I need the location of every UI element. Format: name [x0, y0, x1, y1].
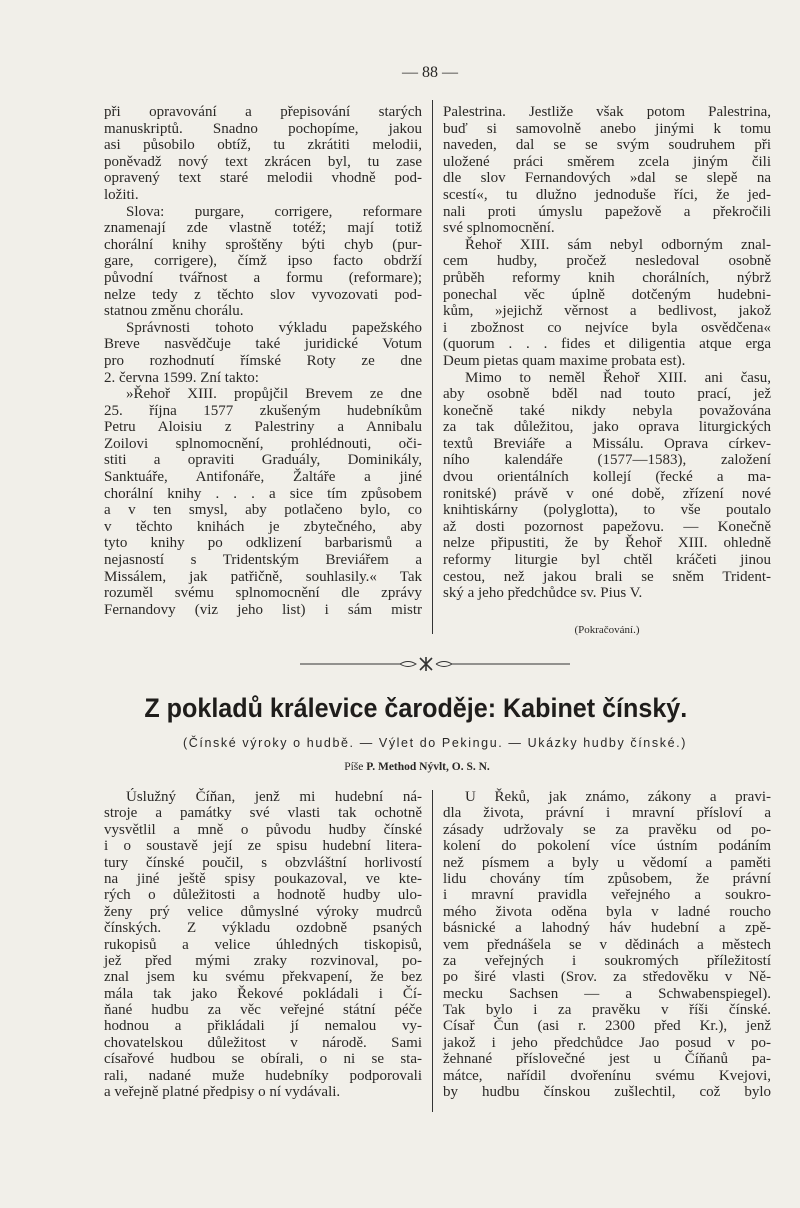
text-line: i mravní pravidla veřejného a soukro- — [443, 887, 771, 904]
text-line: Sanktuáře, Antifonáře, Žaltáře a jiné — [104, 469, 422, 486]
text-line: za veřejných i soukromých příležitostí — [443, 952, 771, 969]
text-line: za tak důležitou, jako oprava liturgických — [443, 419, 771, 436]
text-line: ložiti. — [104, 186, 139, 203]
author-name: P. Method Nývlt, O. S. N. — [366, 761, 490, 773]
text-line: Mimo to neměl Řehoř XIII. ani času, — [465, 369, 771, 386]
text-line: 25. října 1577 zkušeným hudebníkům — [104, 402, 422, 419]
text-line: čínských. Z výkladu ozdobně psaných — [104, 920, 422, 937]
text-line: chovatelskou důležitost v národě. Sami — [104, 1034, 422, 1051]
text-line: dla života, právní i mravní přísloví a — [443, 805, 771, 822]
text-line: dle slov Fernandových »dal se slepě na — [443, 170, 771, 187]
text-line: stroje a památky své vlasti tak ochotně — [104, 805, 422, 822]
article-byline — [0, 761, 800, 773]
text-line: jakož i jeho předchůdce Jao posud v po- — [443, 1034, 771, 1051]
text-line: kům, »jejichž věrnost a bedlivost, jakož — [443, 303, 771, 320]
text-line: vem přednášela se v dědinách a městech — [443, 936, 771, 953]
text-line: nelze tedy z těchto slov vyvozovati pod- — [104, 286, 422, 303]
text-line: cestou, než jakou brali se sněm Trident- — [443, 568, 771, 585]
text-line: původní tvářnost a formu (reformare); — [104, 269, 422, 286]
text-line: chorální knihy sproštěny býti chyb (pur- — [104, 236, 422, 253]
text-line: Zoilovi splnomocnění, prohlédnouti, oči- — [104, 435, 422, 452]
text-line: reformy liturgie byl chtěl kráčeti jinou — [443, 552, 771, 569]
text-line: U Řeků, jak známo, zákony a pravi- — [465, 789, 771, 805]
text-line: poněvadž nový text zkrácen byl, tu zase — [104, 153, 422, 170]
text-line: mála tak jako Řekové pokládali i Čí- — [104, 985, 422, 1002]
text-line: Fernandovy (viz jeho list) i sám mistr — [104, 601, 422, 618]
text-line: mátce, nařídil dvořenínu svému Kvejovi, — [443, 1067, 771, 1084]
text-line: by hudbu čínskou zušlechtil, což bylo — [443, 1084, 771, 1101]
text-line: knihtiskárny (polyglotta), to vše poutalo — [443, 502, 771, 519]
text-line: rozuměl svému splnomocnění dle zprávy — [104, 585, 422, 602]
text-line: znamenají zde vlastně totéž; mají totiž — [104, 220, 422, 237]
article-title: Z pokladů králevice čaroděje: Kabinet čínský. — [144, 693, 688, 723]
text-line: Slova: purgare, corrigere, reformare — [126, 203, 422, 220]
text-line: nelze připustiti, že by Řehoř XIII. ohledně — [443, 535, 771, 552]
text-line: Missálem, jak patřičně, souhlasily.« Tak — [104, 568, 422, 585]
previous-article-left-column — [104, 104, 422, 618]
text-line: Petru Aloisiu z Palestriny a Annibalu — [104, 419, 422, 436]
text-line: i zbožnost co nejvíce byla osvědčena« — [443, 319, 771, 336]
text-line: ský a jeho předchůdce sv. Pius V. — [443, 585, 643, 602]
text-line: opravený text staré melodii vhodně pod- — [104, 170, 422, 187]
text-line: Palestrina. Jestliže však potom Palestrina, — [443, 104, 771, 120]
text-line: a v ten smysl, aby potlačeno bylo, co — [104, 502, 422, 519]
text-line: vysvětlil a mně o původu hudby čínské — [104, 821, 422, 838]
text-line: hodnou a přikládali jí nemalou vy- — [104, 1018, 422, 1035]
text-line: ženy prý velice důmyslné výroky mudrců — [104, 903, 422, 920]
text-line: Breve nasvědčuje také juridické Votum — [104, 336, 422, 353]
text-line: Řehoř XIII. sám nebyl odborným znal- — [465, 236, 771, 253]
article-left-column — [104, 789, 422, 1100]
text-line: lidu chovány tím způsobem, že právní — [443, 870, 771, 887]
text-line: stiti a opraviti Graduály, Dominikály, — [104, 452, 422, 469]
text-line: manuskriptů. Snadno pochopíme, jakou — [104, 120, 422, 137]
text-line: konečně také nikdy nebyla považována — [443, 402, 771, 419]
text-line: rali, nadané muže hudebníky podporovali — [104, 1067, 422, 1084]
text-line: při opravování a přepisování starých — [104, 104, 422, 120]
text-line: zásady udržovaly se za pravěku od po- — [443, 821, 771, 838]
text-line: »Řehoř XIII. propůjčil Brevem ze dne — [126, 386, 422, 403]
text-line: ního kalendáře (1577—1583), založení — [443, 452, 771, 469]
article-subtitle: (Čínské výroky o hudbě. — Výlet do Pekingu. — Ukázky hudby čínské.) — [183, 736, 687, 750]
text-line: i o soustavě její ze spisu hudební litera- — [104, 838, 422, 855]
text-line: básnické a lahodný háv hudební a zpě- — [443, 920, 771, 937]
text-line: pro rozhodnutí římské Roty ze dne — [104, 352, 422, 369]
text-line: Úslužný Číňan, jenž mi hudební ná- — [126, 789, 422, 805]
text-line: znal jsem ku svému překvapení, že bez — [104, 969, 422, 986]
text-line: asi působilo obtíž, tu zkrátiti melodii, — [104, 137, 422, 154]
text-line: kolení do pokolení více ústním podáním — [443, 838, 771, 855]
text-line: statnou změnu chorálu. — [104, 303, 244, 320]
page-number: — 88 — — [402, 64, 458, 81]
previous-article-right-column — [443, 104, 771, 602]
text-line: textů Breviáře a Missálu. Oprava církev- — [443, 435, 771, 452]
text-line: ponechal věc úplně dotčeným hudebni- — [443, 286, 771, 303]
text-line: žehnané příslovečné jest u Číňanů pa- — [443, 1051, 771, 1068]
column-divider — [432, 790, 433, 1112]
text-line: chorální knihy . . . a sice tím způsobem — [104, 485, 422, 502]
text-line: Tak bylo i za pravěku v říši čínské. — [443, 1002, 771, 1019]
text-line: v těchto knihách je zbytečného, aby — [104, 518, 422, 535]
text-line: nali proti úmyslu papežově a překročili — [443, 203, 771, 220]
text-line: tury čínské poučil, s obzvláštní horlivostí — [104, 854, 422, 871]
text-line: aby osobně bděl nad touto prací, jež — [443, 386, 771, 403]
text-line: císařové hudbou se obírali, o ni se sta- — [104, 1051, 422, 1068]
text-line: rých o důležitosti a hodnotě hudby ulo- — [104, 887, 422, 904]
text-line: dvou orientálních kollejí (řecké a ma- — [443, 469, 771, 486]
text-line: jež před mými zraky rozvinoval, po- — [104, 952, 422, 969]
text-line: po širé vlasti (Srov. za středověku v Ně- — [443, 969, 771, 986]
text-line: naveden, dal se se svým soudruhem při — [443, 137, 771, 154]
text-line: tyto knihy po odklizení barbarismů a — [104, 535, 422, 552]
text-line: ňané hudbu za věc veřejné státní péče — [104, 1002, 422, 1019]
text-line: scestí«, tu dlužno jednoduše říci, že jed- — [443, 186, 771, 203]
text-line: (quorum . . . fides et diligentia atque erga — [443, 336, 771, 353]
text-line: buď si samovolně anebo jinými k tomu — [443, 120, 771, 137]
text-line: Správnosti tohoto výkladu papežského — [126, 319, 422, 336]
text-line: své splnomocnění. — [443, 220, 555, 237]
text-line: nejasností s Tridentským Breviářem a — [104, 552, 422, 569]
continued-note: (Pokračování.) — [574, 624, 640, 636]
byline-prefix: Píše — [344, 761, 364, 773]
column-divider — [432, 100, 433, 634]
text-line: Deum pietas quam maxime probata est). — [443, 352, 686, 369]
text-line: ronitské) právě v oné době, zřízení nové — [443, 485, 771, 502]
ornament-divider-icon — [290, 655, 580, 673]
article-right-column — [443, 789, 771, 1100]
text-line: na jiné ještě spisy poukazoval, ve kte- — [104, 870, 422, 887]
text-line: uložené práci směrem zcela jiným čili — [443, 153, 771, 170]
text-line: Císař Čun (asi r. 2300 před Kr.), jenž — [443, 1018, 771, 1035]
text-line: rukopisů a velice úhledných tiskopisů, — [104, 936, 422, 953]
text-line: mého života oděna byla v ladné roucho — [443, 903, 771, 920]
text-line: průběh reformy knih chorálních, nýbrž — [443, 269, 771, 286]
text-line: gare, corrigere), čímž ipso facto obdrží — [104, 253, 422, 270]
text-line: 2. června 1599. Zní takto: — [104, 369, 259, 386]
text-line: mecku Sachsen — a Schwabenspiegel). — [443, 985, 771, 1002]
text-line: cem hudby, pročež nesledoval osobně — [443, 253, 771, 270]
text-line: a veřejně platné předpisy o ní vydávali. — [104, 1084, 341, 1101]
text-line: až dosti pozornost papežovu. — Konečně — [443, 518, 771, 535]
text-line: než písmem a byly u vědomí a paměti — [443, 854, 771, 871]
